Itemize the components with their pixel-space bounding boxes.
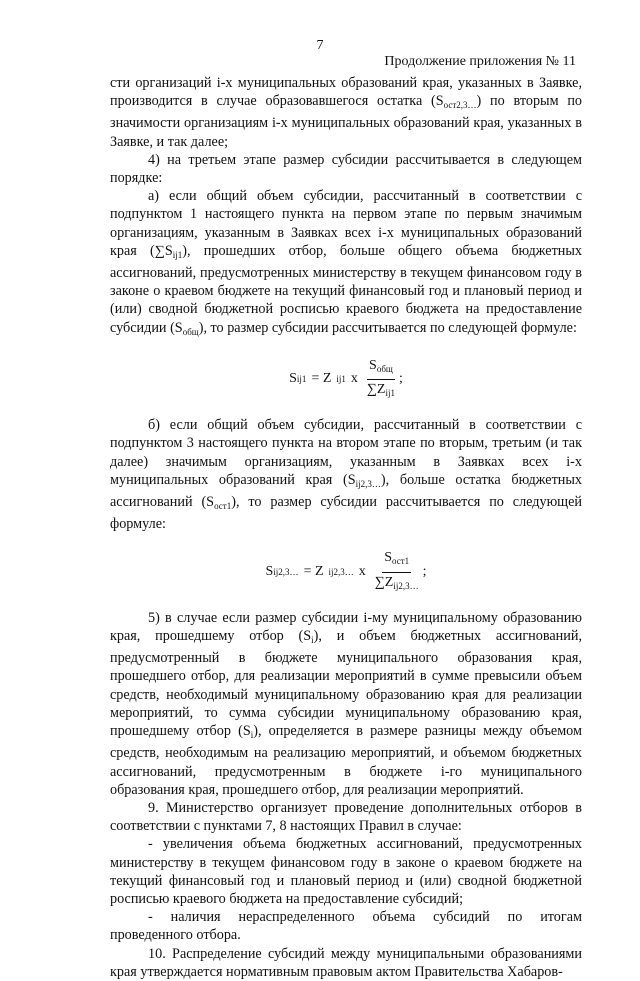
formula-2-fraction: $\frac{S_{ост1}}{\sum Z_{ij2,3\dots}}$ <box>374 550 419 591</box>
paragraph-9-item-2: - наличия нераспределенного объема субсидий по итогам проведенного отбора. <box>110 909 582 944</box>
formula-2: S ij2,3… = Z ij2,3… x $\frac{S_{ост1}}{\sum Z_{ij2,3\dots}}$ ; <box>110 549 582 594</box>
paragraph-1: сти организаций i-х муниципальных образований края, указанных в Заявке, производится в случае образовавшегося остатка $(S_{ост2,3\dots})$ по вторым по значимости организациям i-х муниципальных образований края, указанных в Заявке, и так далее; <box>110 75 583 150</box>
paragraph-9-item-1: - увеличения объема бюджетных ассигнований, предусмотренных министерству в текущем финансовом году в законе о краевом бюджете на текущий финансовый год и плановый период и (или) сводной бюджетной росписью краевого бюджета на предоставление субсидий; <box>110 836 582 907</box>
paragraph-5: 5) в случае если размер субсидии i-му муниципальному образованию края, прошедшему отбор $(S_i)$, и объем бюджетных ассигнований, предусмотренный в бюджете муниципального образования края, прошедшего отбор, для реализации мероприятий в сумме превысили объем средств, необходимый муниципальному образованию края для реализации мероприятий, то сумма субсидии муниципальному образованию края, прошедшему отбор $(S_i)$, определяется в размере разницы между объемом средств, необходимым на реализацию мероприятий, и объемом бюджетных ассигнований, предусмотренным в бюджете i-го муниципального образования края, прошедшего отбор, для реализации мероприятий. <box>110 609 582 798</box>
paragraph-9: 9. Министерство организует проведение дополнительных отборов в соответствии с пунктами 7, 8 настоящих Правил в случае: <box>110 799 582 835</box>
paragraph-stage-3: 4) на третьем этапе размер субсидии рассчитывается в следующем порядке: <box>110 151 582 187</box>
appendix-label: Продолжение приложения № 11 <box>384 54 576 69</box>
formula-1: S ij1 = Z ij1 x $\frac{S_{общ}}{\sum Z_{ij1}}$ ; <box>110 357 582 402</box>
paragraph-3a: а) если общий объем субсидии, рассчитанный в соответствии с подпунктом 1 настоящего пункта на первом этапе по первым значимым организациям, указанным в Заявках всех i-х муниципальных образований края $(\sum S_{ij1})$, прошедших отбор, больше общего объема бюджетных ассигнований, предусмотренных министерству в текущем финансовом году в законе о краевом бюджете на текущий финансовый год и плановый период и (или) сводной бюджетной росписью краевого бюджета на предоставление субсидии $(S_{общ})$, то размер субсидии рассчитывается по следующей формуле: <box>110 188 582 337</box>
document-body <box>110 74 582 981</box>
paragraph-3b: б) если общий объем субсидии, рассчитанный в соответствии с подпунктом 3 настоящего пункта на втором этапе по вторым, третьим (и так далее) значимым организациям, указанным в Заявках всех i-х муниципальных образований края $(S_{ij2,3\dots})$, больше остатка бюджетных ассигнований $(S_{ост1})$, то размер субсидии рассчитывается по следующей формуле: <box>110 417 582 533</box>
formula-1-fraction: $\frac{S_{общ}}{\sum Z_{ij1}}$ <box>366 357 395 399</box>
page-number: 7 <box>316 38 324 53</box>
paragraph-10: 10. Распределение субсидий между муниципальными образованиями края утверждается нормативным правовым актом Правительства Хабаров- <box>110 945 582 980</box>
